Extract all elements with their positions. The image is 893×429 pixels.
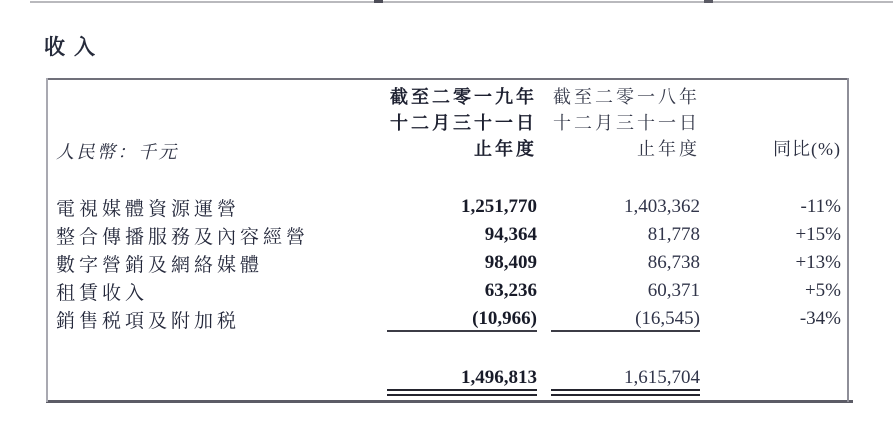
subtotal-rule-fy2019: [387, 330, 537, 332]
fy2019-value: (10,966): [472, 308, 537, 329]
yoy-value: -11%: [800, 196, 841, 217]
top-divider-tick-left: [374, 0, 383, 3]
fy2019-value: 98,409: [484, 252, 537, 273]
column-header-fy2019-line2: 十二月三十一日: [390, 113, 537, 133]
fy2018-value: 1,403,362: [624, 196, 700, 217]
column-header-fy2018-line2: 十二月三十一日: [553, 113, 700, 133]
table-left-border: [46, 78, 48, 402]
column-header-fy2019-line3: 止年度: [474, 139, 537, 159]
fy2018-value: 81,778: [647, 224, 700, 245]
column-header-fy2019-line1: 截至二零一九年: [390, 87, 537, 107]
fy2019-value: 63,236: [484, 280, 537, 301]
yoy-value: +13%: [795, 252, 841, 273]
fy2018-value: (16,545): [635, 308, 700, 329]
yoy-value: +15%: [795, 224, 841, 245]
table-row: [56, 277, 841, 305]
row-label: 銷售税項及附加税: [56, 310, 241, 332]
row-label: 數字營銷及網絡媒體: [56, 254, 264, 276]
fy2019-value: 94,364: [484, 224, 537, 245]
section-title: 收入: [44, 35, 104, 59]
currency-unit-label: 人民幣：千元: [56, 142, 179, 162]
row-label: 租賃收入: [56, 282, 149, 304]
fy2018-value: 86,738: [647, 252, 700, 273]
table-row: [56, 193, 841, 221]
subtotal-rule-fy2018: [551, 330, 700, 332]
grand-total-double-rule-fy2018: [551, 389, 700, 396]
total-fy2018: 1,615,704: [624, 367, 700, 388]
top-divider-rule: [30, 1, 893, 3]
row-label: 整合傳播服務及內容經營: [56, 226, 310, 248]
grand-total-double-rule-fy2019: [387, 389, 537, 396]
table-right-border: [847, 78, 849, 402]
column-header-fy2018: [490, 84, 700, 162]
top-divider-tick-right: [704, 0, 713, 3]
fy2019-value: 1,251,770: [461, 196, 537, 217]
total-fy2019: 1,496,813: [461, 367, 537, 388]
table-row: [56, 249, 841, 277]
table-row: [56, 221, 841, 249]
column-header-yoy: 同比(%): [773, 139, 841, 159]
fy2018-value: 60,371: [647, 280, 700, 301]
column-header-fy2018-line1: 截至二零一八年: [553, 87, 700, 107]
table-top-border: [46, 78, 848, 80]
yoy-value: -34%: [799, 308, 841, 329]
row-label: 電視媒體資源運營: [56, 198, 241, 220]
column-header-fy2018-line3: 止年度: [637, 139, 700, 159]
revenue-table-body: [56, 193, 841, 333]
table-bottom-border: [46, 400, 853, 403]
table-row: [56, 305, 841, 333]
yoy-value: +5%: [804, 280, 841, 301]
